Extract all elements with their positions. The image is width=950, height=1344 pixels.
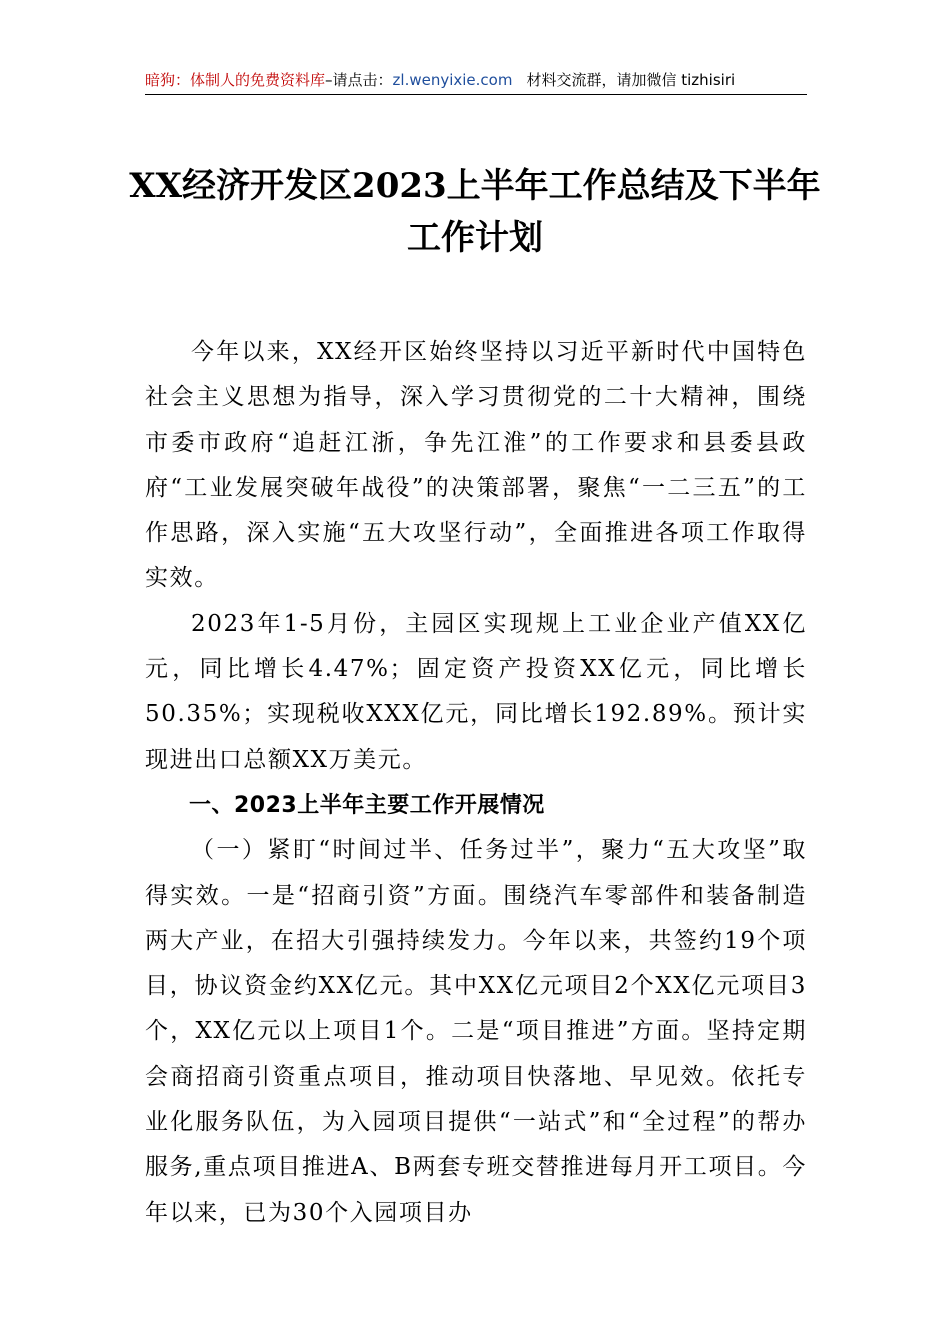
document-body (145, 330, 807, 1236)
subsection-paragraph: （一）紧盯“时间过半、任务过半”，聚力“五大攻坚”取得实效。一是“招商引资”方面。围绕汽车零部件和装备制造两大产业，在招大引强持续发力。今年以来，共签约19个项目，协议资金约XX亿元。其中XX亿元项目2个XX亿元项目3个，XX亿元以上项目1个。二是“项目推进”方面。坚持定期会商招商引资重点项目，推动项目快落地、早见效。依托专业化服务队伍，为入园项目提供“一站式”和“全过程”的帮办服务,重点项目推进A、B两套专班交替推进每月开工项目。今年以来，已为30个入园项目办 (145, 837, 807, 1226)
section-heading: 一、2023上半年主要工作开展情况 (189, 792, 545, 818)
group-note: 材料交流群，请加微信 tizhisiri (526, 71, 736, 89)
click-prompt: –请点击： (325, 71, 393, 89)
document-title: XX经济开发区2023上半年工作总结及下半年工作计划 (129, 166, 821, 258)
header-divider (145, 94, 807, 95)
intro-paragraph: 今年以来，XX经开区始终坚持以习近平新时代中国特色社会主义思想为指导，深入学习贯彻党的二十大精神，围绕市委市政府“追赶江浙，争先江淮”的工作要求和县委县政府“工业发展突破年战役”的决策部署，聚焦“一二三五”的工作思路，深入实施“五大攻坚行动”，全面推进各项工作取得实效。 (145, 339, 807, 592)
site-url-link[interactable]: zl.wenyixie.com (392, 71, 513, 89)
page-header (145, 70, 807, 90)
statistics-paragraph: 2023年1-5月份，主园区实现规上工业企业产值XX亿元，同比增长4.47%；固定资产投资XX亿元，同比增长50.35%；实现税收XXX亿元，同比增长192.89%。预计实现进出口总额XX万美元。 (145, 610, 807, 773)
site-name[interactable]: 暗狗：体制人的免费资料库 (145, 71, 326, 89)
